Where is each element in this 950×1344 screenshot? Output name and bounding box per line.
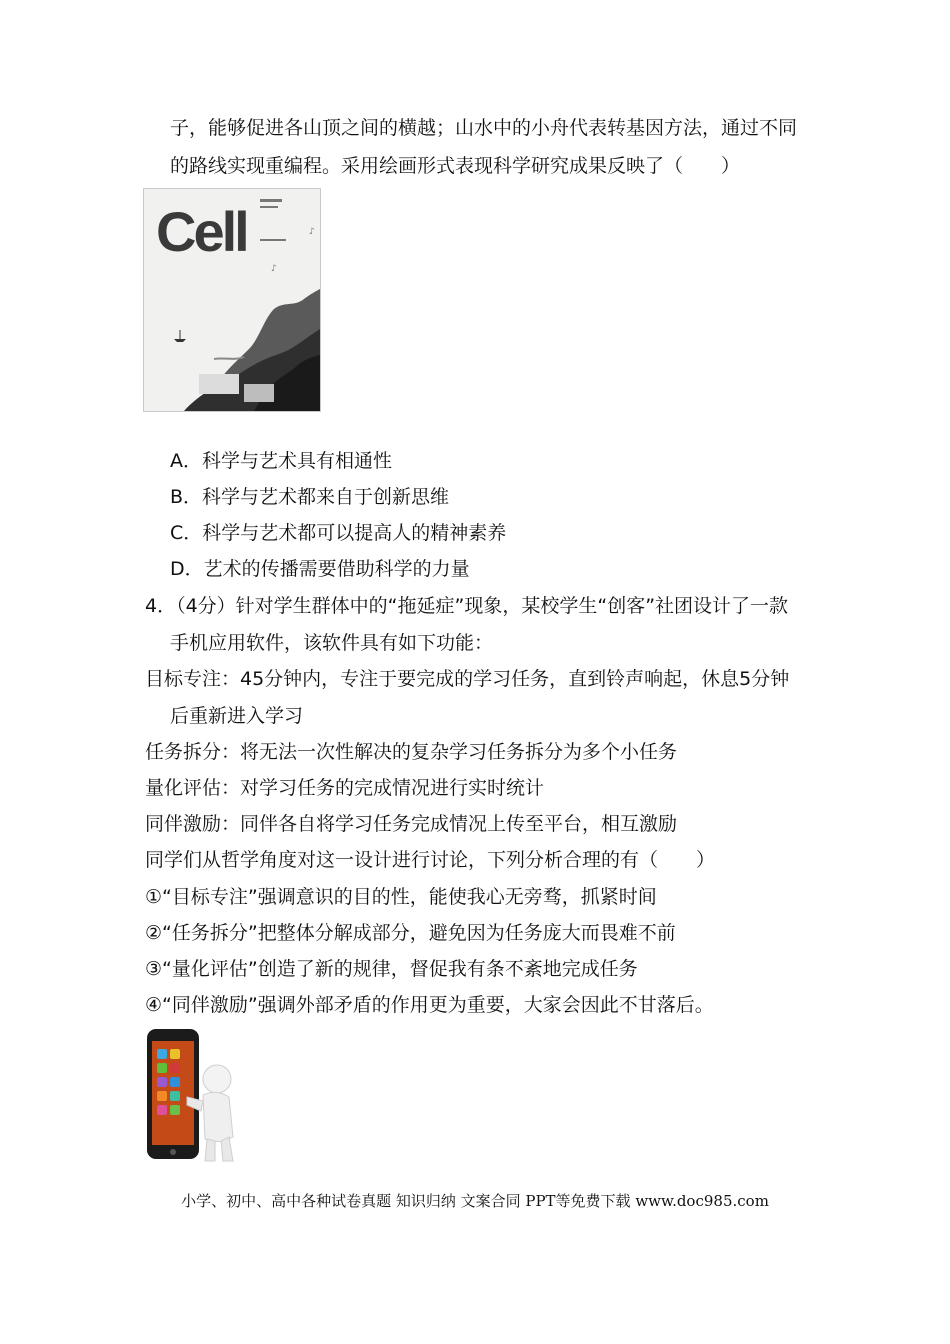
feature-peer-motivation: 同伴激励：同伴各自将学习任务完成情况上传至平台，相互激励	[145, 813, 678, 835]
question-4-prompt: 同学们从哲学角度对这一设计进行讨论，下列分析合理的有（ ）	[145, 849, 716, 871]
cover-logo: Cell	[156, 200, 247, 263]
feature-goal-focus-line-2: 后重新进入学习	[170, 705, 304, 727]
question-3-stem-line-2: 的路线实现重编程。采用绘画形式表现科学研究成果反映了（ ）	[170, 155, 741, 177]
page-footer: 小学、初中、高中各种试卷真题 知识归纳 文案合同 PPT等免费下载 www.doc985.com	[181, 1192, 769, 1210]
statement-1: ①“目标专注”强调意识的目的性，能使我心无旁骛，抓紧时间	[145, 886, 657, 908]
statement-2: ②“任务拆分”把整体分解成部分，避免因为任务庞大而畏难不前	[145, 922, 676, 944]
feature-quantified-evaluation: 量化评估：对学习任务的完成情况进行实时统计	[145, 777, 545, 799]
feature-goal-focus-line-1: 目标专注：45分钟内，专注于要完成的学习任务，直到铃声响起，休息5分钟	[145, 668, 790, 690]
question-4-stem-line-1: 4．（4分）针对学生群体中的“拖延症”现象，某校学生“创客”社团设计了一款	[145, 595, 789, 617]
option-c: C．科学与艺术都可以提高人的精神素养	[170, 522, 507, 544]
smartphone-app-illustration	[143, 1027, 243, 1163]
svg-text:♪: ♪	[309, 227, 315, 237]
cell-journal-cover-image	[143, 188, 321, 412]
statement-3: ③“量化评估”创造了新的规律，督促我有条不紊地完成任务	[145, 958, 638, 980]
svg-text:♪: ♪	[271, 264, 277, 274]
question-3-stem-line-1: 子，能够促进各山顶之间的横越；山水中的小舟代表转基因方法，通过不同	[170, 117, 798, 139]
option-a: A．科学与艺术具有相通性	[170, 450, 392, 472]
option-b: B．科学与艺术都来自于创新思维	[170, 486, 450, 508]
feature-task-split: 任务拆分：将无法一次性解决的复杂学习任务拆分为多个小任务	[145, 741, 678, 763]
statement-4: ④“同伴激励”强调外部矛盾的作用更为重要，大家会因此不甘落后。	[145, 994, 714, 1016]
question-4-stem-line-2: 手机应用软件，该软件具有如下功能：	[170, 632, 494, 654]
option-d: D．艺术的传播需要借助科学的力量	[170, 558, 470, 580]
